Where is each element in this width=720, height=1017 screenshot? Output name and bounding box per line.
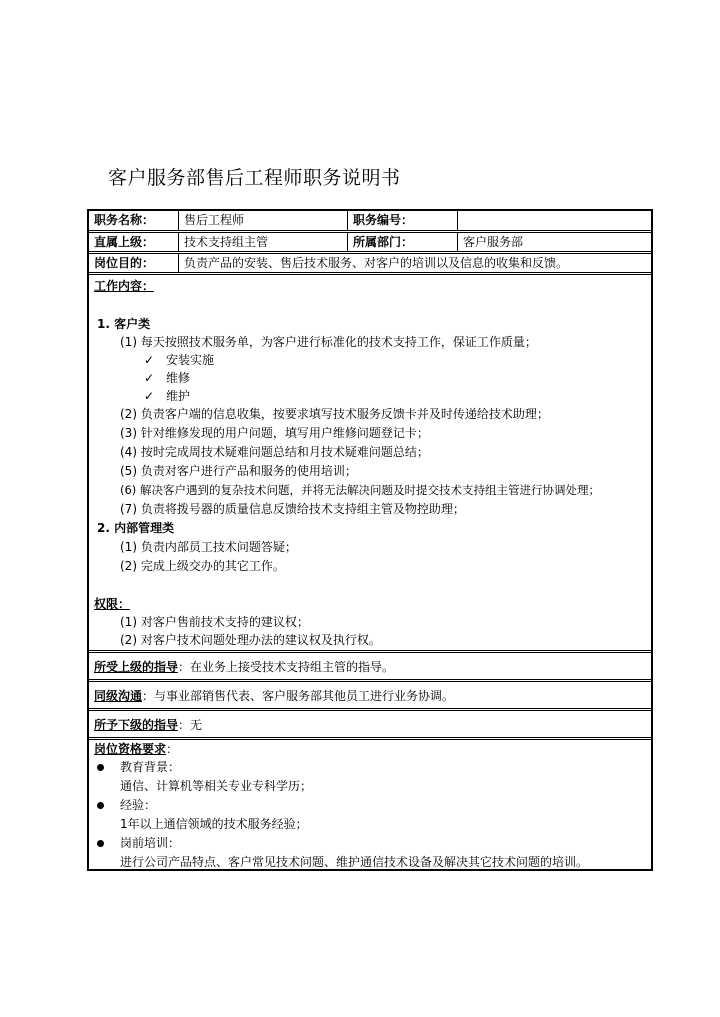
row-subordinate bbox=[89, 711, 651, 740]
purpose-label: 岗位目的： bbox=[89, 254, 179, 272]
s1-item-4: (4) 按时完成周技术疑难问题总结和月技术疑难问题总结； bbox=[120, 445, 429, 459]
row-job-name bbox=[89, 211, 651, 233]
train-label: 岗前培训： bbox=[120, 836, 181, 850]
guidance-line bbox=[94, 658, 394, 676]
check-icon: ✓ bbox=[144, 353, 155, 367]
guidance-text: ：在业务上接受技术支持组主管的指导。 bbox=[178, 660, 395, 674]
department-label: 所属部门： bbox=[348, 233, 458, 251]
authority-item-2: (2) 对客户技术问题处理办法的建议权及执行权。 bbox=[120, 633, 381, 647]
row-purpose bbox=[89, 254, 651, 275]
edu-value: 通信、计算机等相关专业专科学历； bbox=[120, 779, 313, 793]
job-description-table bbox=[87, 209, 653, 871]
qualification-heading: 岗位资格要求 bbox=[94, 742, 167, 756]
s1-item-6: (6) 解决客户遇到的复杂技术问题，并将无法解决问题及时提交技术支持组主管进行协调处理； bbox=[120, 483, 600, 497]
s1-item-5: (5) 负责对客户进行产品和服务的使用培训； bbox=[120, 464, 357, 478]
subordinate-text: ：无 bbox=[178, 718, 203, 732]
work-heading: 工作内容： bbox=[94, 279, 155, 293]
authority-heading: 权限： bbox=[94, 597, 131, 611]
work-content-section bbox=[89, 275, 651, 653]
section1-title: 1. 客户类 bbox=[97, 317, 151, 331]
page-title: 客户服务部售后工程师职务说明书 bbox=[108, 167, 401, 189]
bullet-icon bbox=[97, 764, 104, 771]
peer-text: ：与事业部销售代表、客户服务部其他员工进行业务协调。 bbox=[142, 689, 455, 703]
peer-line bbox=[94, 687, 454, 705]
s1-item-1: (1) 每天按照技术服务单，为客户进行标准化的技术支持工作，保证工作质量； bbox=[120, 335, 537, 349]
row-superior bbox=[89, 233, 651, 254]
check-item-install: ✓ 安装实施 bbox=[144, 353, 215, 367]
section2-title: 2. 内部管理类 bbox=[97, 521, 175, 535]
department-value: 客户服务部 bbox=[463, 235, 524, 249]
row-guidance bbox=[89, 653, 651, 682]
s2-item-1: (1) 负责内部员工技术问题答疑； bbox=[120, 540, 297, 554]
qualification-heading-line: 岗位资格要求： bbox=[94, 742, 179, 756]
peer-label: 同级沟通 bbox=[94, 689, 143, 703]
check-item-maintain: ✓ 维护 bbox=[144, 389, 191, 403]
job-code-value bbox=[458, 211, 651, 230]
subordinate-label: 所予下级的指导 bbox=[94, 718, 179, 732]
guidance-label: 所受上级的指导 bbox=[94, 660, 179, 674]
edu-label: 教育背景： bbox=[120, 760, 181, 774]
exp-label: 经验： bbox=[120, 798, 157, 812]
job-code-label: 职务编号： bbox=[348, 211, 458, 230]
s1-item-3: (3) 针对维修发现的用户问题，填写用户维修问题登记卡； bbox=[120, 426, 429, 440]
superior-label: 直属上级： bbox=[89, 233, 179, 251]
subordinate-line bbox=[94, 716, 202, 734]
qualification-section bbox=[89, 740, 651, 869]
s1-item-2: (2) 负责客户端的信息收集，按要求填写技术服务反馈卡并及时传递给技术助理； bbox=[120, 407, 549, 421]
purpose-value: 负责产品的安装、售后技术服务、对客户的培训以及信息的收集和反馈。 bbox=[184, 256, 569, 270]
s1-item-7: (7) 负责将拨号器的质量信息反馈给技术支持组主管及物控助理； bbox=[120, 502, 465, 516]
authority-item-1: (1) 对客户售前技术支持的建议权； bbox=[120, 615, 309, 629]
s2-item-2: (2) 完成上级交办的其它工作。 bbox=[120, 559, 285, 573]
bullet-icon bbox=[97, 840, 104, 847]
check-icon: ✓ bbox=[144, 371, 155, 385]
check-icon: ✓ bbox=[144, 389, 155, 403]
job-name-label: 职务名称： bbox=[89, 211, 179, 230]
row-peer bbox=[89, 682, 651, 711]
check-item-repair: ✓ 维修 bbox=[144, 371, 191, 385]
superior-value: 技术支持组主管 bbox=[179, 233, 348, 251]
job-name-value: 售后工程师 bbox=[179, 211, 348, 230]
exp-value: 1年以上通信领域的技术服务经验； bbox=[120, 817, 308, 831]
train-value: 进行公司产品特点、客户常见技术问题、维护通信技术设备及解决其它技术问题的培训。 bbox=[120, 855, 589, 869]
bullet-icon bbox=[97, 802, 104, 809]
